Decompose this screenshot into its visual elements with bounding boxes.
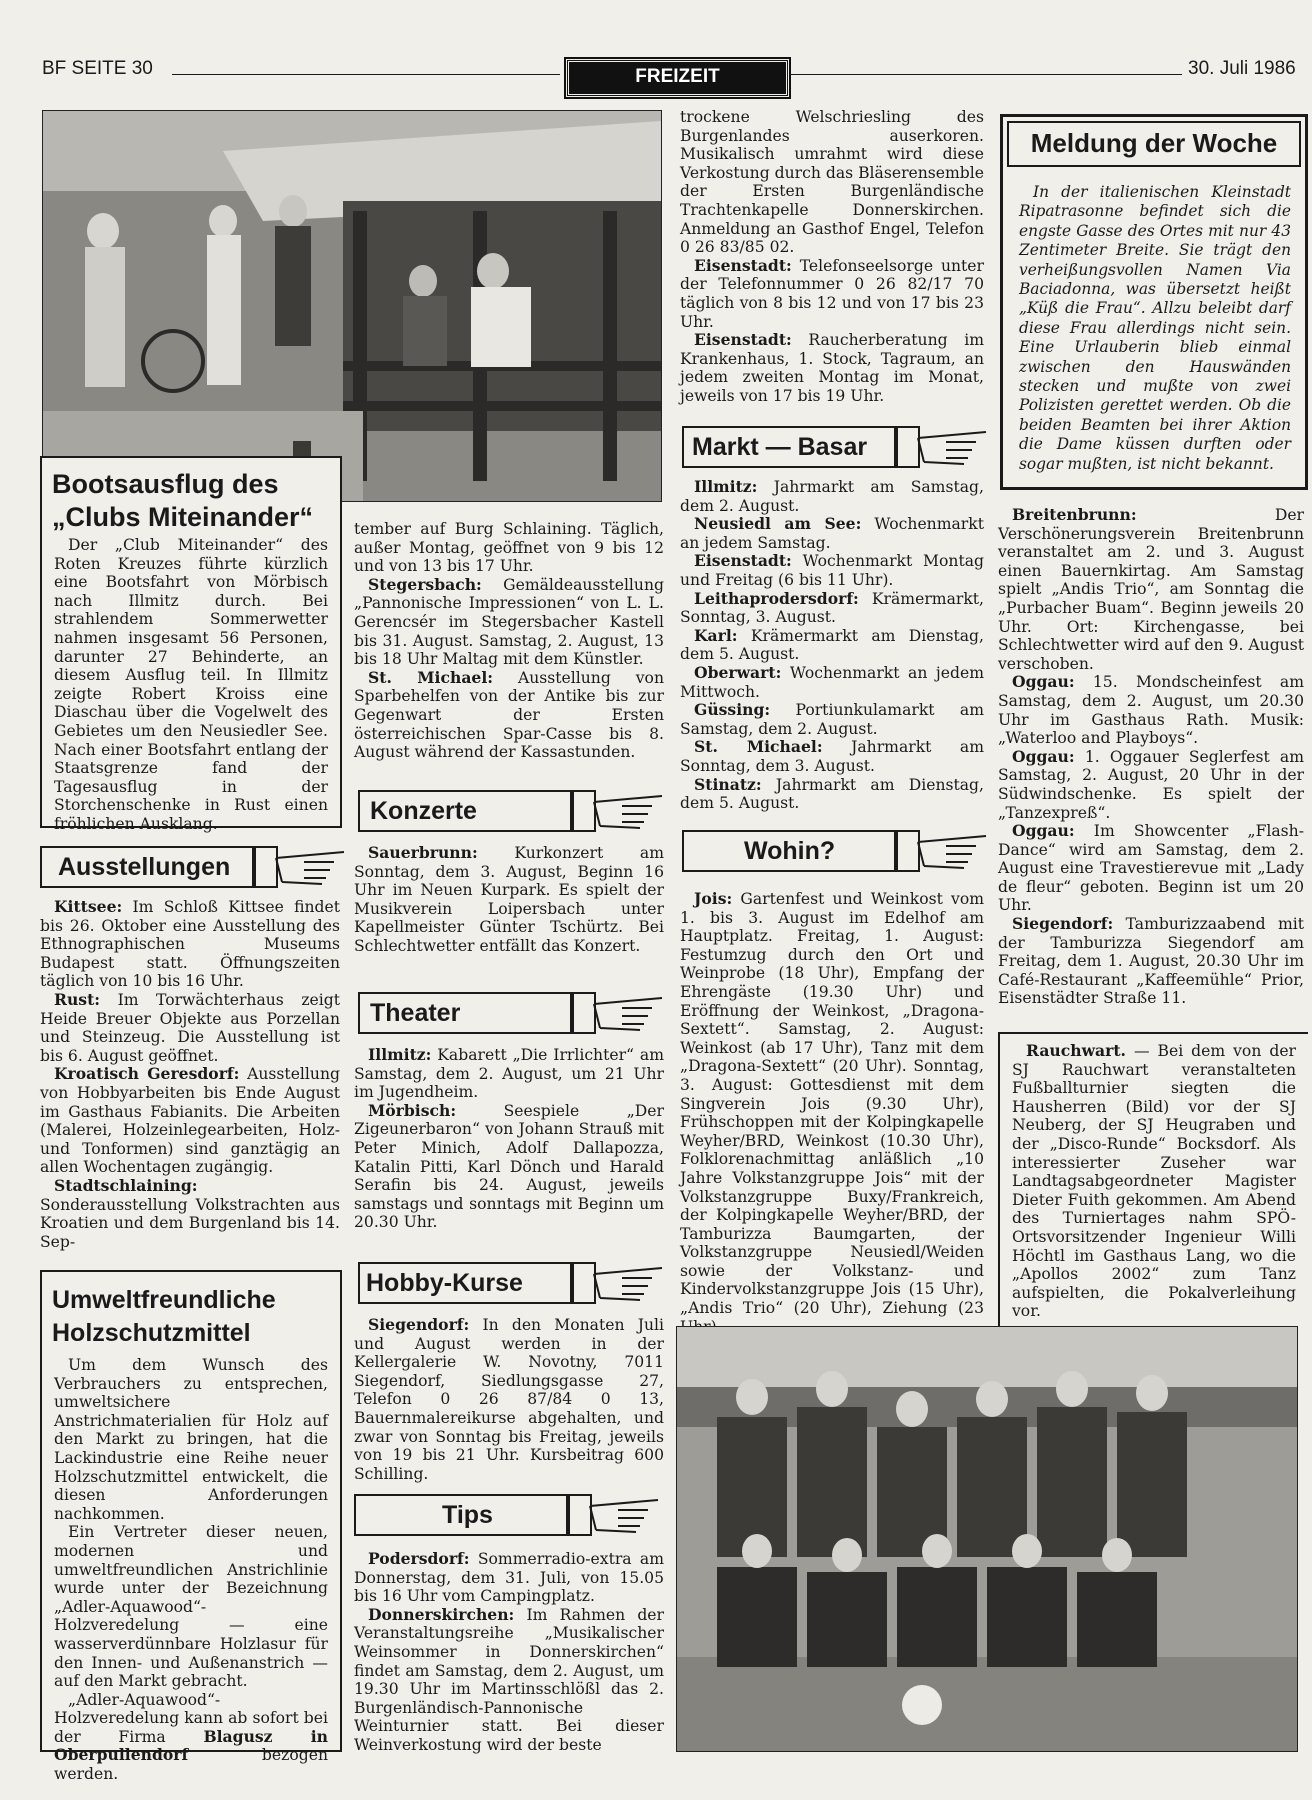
header-rule-right: [790, 74, 1182, 75]
rubric-theater: Theater: [358, 992, 572, 1034]
markt-list: [680, 478, 984, 813]
list-item: Eisenstadt: Raucherberatung im Krankenhaus, 1. Stock, Tagraum, an jedem zweiten Montag im Monat, jeweils von 17 bis 19 Uhr.: [680, 330, 984, 405]
rubric-ausstellungen: [40, 846, 254, 888]
tips-continued: trockene Welschriesling des Burgenlandes auserkoren. Musikalisch umrahmt wird diese Verkostung durch das Bläserensemble der Ersten Burgenländische Trachtenkapelle Donnerskirchen. Anmeldung an Gasthof Engel, Telefon 0 26 83/85 02. Eisenstadt: Telefonseelsorge unter der Telefonnummer 0 26 82/17 70 täglich von 8 bis 12 und von 17 bis 23 Uhr. Eisenstadt: Raucherberatung im Krankenhaus, 1. Stock, Tagraum, an jedem zweiten Montag im Monat, jeweils von 17 bis 19 Uhr.: [680, 108, 985, 405]
wohin-text: Jois: Gartenfest und Weinkost vom 1. bis 3. August im Edelhof am Hauptplatz. Freitag, 1. August: Festumzug durch den Ort und Weinprobe (18 Uhr), Empfang der Ehrengäste (19.30 Uhr) und Eröffnung der Weinkost, „Dragona-Sextett“. Samstag, 2. August: Weinkost (ab 17 Uhr), Tanz mit dem „Dragona-Sextett“ (20 Uhr). Sonntag, 3. August: Gottesdienst mit dem Singverein Jois (9.30 Uhr), Frühschoppen mit der Kolpingkapelle Weyher/BRD, Weinkost (10.30 Uhr), Folklorenachmittag anläßlich „10 Jahre Volkstanzgruppe Jois“ mit der Volkstanzgruppe Buxy/Frankreich, der Kolpingkapelle Weyher/BRD, der Tamburizza Baumgarten, der Volkstanzgruppe Neusiedl/Weiden sowie der Volkstanz- und Kindervolkstanzgruppe Jois (15 Uhr), „Andis Trio“ (20 Uhr), Ziehung (23: [680, 889, 984, 1318]
list-item: Illmitz: Kabarett „Die Irrlichter“ am Samstag, dem 2. August, um 21 Uhr im Jugendheim.: [354, 1045, 664, 1102]
list-item: St. Michael: Ausstellung von Sparbehelfen von der Antike bis zur Gegenwart der Ersten österreichischen Spar-Casse bis 8. August während der Kassastunden.: [354, 667, 664, 762]
theater-list: [354, 1046, 664, 1232]
list-item: Mörbisch: Seespiele „Der Zigeunerbaron“ von Johann Strauß mit Peter Minich, Adolf Dallapozza, Katalin Pitti, Karl Dönch und Harald Serafin bis 24. August, jeweils samstags und sonntags mit Beginn um 20.30 Uhr.: [354, 1100, 664, 1232]
ausstellungen-list: [40, 898, 340, 1251]
list-item: Illmitz: Jahrmarkt am Samstag, dem 2. August.: [680, 477, 984, 515]
list-item: Oberwart: Wochenmarkt an jedem Mittwoch.: [680, 662, 984, 701]
tips-list: [354, 1550, 664, 1755]
konzerte-text: Sauerbrunn: Kurkonzert am Sonntag, dem 3. August, Beginn 16 Uhr im Neuen Kurpark. Es spielt der Musikverein Loipersbach unter Kapellmeister Günter Tschürtz. Bei Schlechtwetter entfällt das Konzert.: [354, 843, 664, 955]
meldung-title: Meldung der Woche: [1030, 128, 1278, 158]
list-item: Podersdorf: Sommerradio-extra am Donnerstag, dem 31. Juli, von 15.05 bis 16 Uhr vom Campingplatz.: [354, 1549, 664, 1606]
meldung-box: [1000, 114, 1308, 490]
rubric-konzerte: Konzerte: [358, 790, 572, 832]
list-item: Oggau: 1. Oggauer Seglerfest am Samstag, 2. August, 20 Uhr in der Südwindschenke. Es spielt der „Tanzexpreß“.: [998, 746, 1304, 822]
ausstellungen-continued: tember auf Burg Schlaining. Täglich, außer Montag, geöffnet von 9 bis 12 und von 13 bis 17 Uhr. Stegersbach: Gemäldeausstellung „Pannonische Impressionen“ von L. L. Gerencsér im Stegersbacher Kastell bis 31. August. Samstag, 2. August, 13 bis 18 Uhr Maltag mit dem Künstler. St. Michael: Ausstellung von Sparbehelfen von der Antike bis zur Gegenwart der Ersten österreichischen Spar-Casse bis 8. August während der Kassastunden.: [354, 520, 664, 762]
list-item: Oggau: Im Showcenter „Flash-Dance“ wird am Samstag, dem 2. August eine Travestierevue mit „Lady de fleur“ geboten. Beginn ist um 20 Uhr.: [998, 821, 1304, 915]
list-item: Eisenstadt: Telefonseelsorge unter der Telefonnummer 0 26 82/17 70 täglich von 8 bis 12 und von 17 bis 23 Uhr.: [680, 255, 984, 331]
boat-photo-image: [43, 111, 661, 501]
list-item: Donnerskirchen: Im Rahmen der Veranstaltungsreihe „Musikalischer Weinsommer in Donnerskirchen“ findet am Samstag, dem 2. August, um 19.30 Uhr im Martinsschlößl das 2. Burgenländisch-Pannonische Weinturnier statt. Bei dieser Weinverkostung wird der beste: [354, 1604, 664, 1754]
list-item: Breitenbrunn: Der Verschönerungsverein Breitenbrunn veranstaltet am 2. und 3. August einen Bauernkirtag. Am Samstag spielt „Andis Trio“, am Sonntag die „Purbacher Buam“. Beginn jeweils 20 Uhr. Ort: Kirchengasse, bei Schlechtwetter wird auf den 9. August verschoben.: [998, 505, 1304, 673]
list-item: Oggau: 15. Mondscheinfest am Samstag, dem 2. August, um 20.30 Uhr im Gasthaus Rath. Musik: „Waterloo and Playboys“.: [998, 672, 1304, 748]
umwelt-article: [40, 1270, 342, 1784]
pointing-hand-icon: [916, 428, 996, 468]
section-label: FREIZEIT: [566, 59, 789, 97]
list-item: Karl: Krämermarkt am Dienstag, dem 5. August.: [680, 625, 984, 664]
list-item: Rust: Im Torwächterhaus zeigt Heide Breuer Objekte aus Porzellan und Steinzeug. Die Ausstellung ist bis 6. August geöffnet.: [40, 989, 340, 1065]
rubric-ausstellungen-label: Ausstellungen: [58, 853, 231, 881]
rubric-wohin: Wohin?: [682, 830, 896, 872]
header-rule-left: [172, 74, 560, 75]
page-number: BF SEITE 30: [42, 58, 153, 79]
list-item: Neusiedl am See: Wochenmarkt an jedem Samstag.: [680, 514, 984, 552]
pointing-hand-icon: [916, 832, 996, 872]
pointing-hand-icon: [588, 1496, 668, 1536]
meldung-text: In der italienischen Kleinstadt Ripatrasonne befindet sich die engste Gasse des Ortes mit nur 43 Zentimeter Breite. Sie trägt den verheißungsvollen Namen Via Baciadonna, was übersetzt heißt „Küß die Frau“. Allzu beleibt darf diese Frau allerdings nicht sein. Eine Urlauberin blieb einmal zwischen den Hauswänden stecken und mußte von zwei Polizisten gerettet werden. Ob die beiden Beamten bei ihrer Aktion die Dame küssen durften oder sogar mußten, ist nicht bekannt.: [1019, 183, 1291, 473]
boat-article-title: Bootsausflug des „Clubs Miteinander“: [52, 469, 314, 532]
boat-article-text: Der „Club Miteinander“ des Roten Kreuzes führte kürzlich eine Bootsfahrt von Mörbisch nach Illmitz durch. Bei strahlendem Sommerwetter nahmen insgesamt 56 Personen, darunter 27 Behinderte, an diesem Ausflug teil. In Illmitz zeigte Robert Kroiss eine Diaschau über die Vogelwelt des Gebietes um den Neusiedler See. Nach einer Bootsfahrt entlang der Staatsgrenze fand der Tagesausflug in der Storchenschenke in Rust einen fröhlichen Ausklang.: [54, 536, 328, 833]
rauchwart-text: Rauchwart. — Bei dem von der SJ Rauchwart veranstalteten Fußballturnier siegten die Hausherren (Bild) vor der SJ Neuberg, der SJ Heugraben und der „Disco-Runde“ Bocksdorf. Als interessierter Zuseher war Landtagsabgeordneter Magister Dieter Fuith gekommen. Am Abend des Turniertages nahm SPÖ-Ortsvorsitzender Ingenieur Willi Höchtl im Gasthaus Lang, wo die „Apollos 2002“ zum Tanz aufspielten, die Pokalverleihung vor.: [1012, 1041, 1297, 1321]
pointing-hand-icon: [592, 792, 672, 832]
list-item: Stegersbach: Gemäldeausstellung „Pannonische Impressionen“ von L. L. Gerencsér im Stegersbacher Kastell bis 31. August. Samstag, 2. August, 13 bis 18 Uhr Maltag mit dem Künstler.: [354, 574, 664, 669]
hobby-text: Siegendorf: In den Monaten Juli und August werden in der Kellergalerie W. Novotny, 7011 Siegendorf, Siedlungsgasse 27, Telefon 0 26 87/84 0 13, Bauernmalereikurse abgehalten, und zwar von Sonntag bis Freitag, jeweils von 19 bis 21 Uhr. Kursbeitrag 600 Schilling.: [354, 1315, 664, 1483]
boat-article: [40, 456, 342, 833]
rubric-tips: Tips: [354, 1494, 568, 1536]
list-item: Leithaprodersdorf: Krämermarkt, Sonntag, 3. August.: [680, 588, 984, 627]
list-item: Güssing: Portiunkulamarkt am Samstag, dem 2. August.: [680, 700, 984, 738]
list-item: Stadtschlaining: Sonderausstellung Volkstrachten aus Kroatien und dem Burgenland bis 14. Sep-: [40, 1175, 340, 1251]
list-item: St. Michael: Jahrmarkt am Sonntag, dem 3. August.: [680, 737, 984, 775]
list-item: Eisenstadt: Wochenmarkt Montag und Freitag (6 bis 11 Uhr).: [680, 551, 984, 589]
umwelt-article-text: Um dem Wunsch des Verbrauchers zu entsprechen, umweltsichere Anstrichmaterialien für Holz auf den Markt zu bringen, hat die Lackindustrie eine Reihe neuer Holzschutzmittel entwickelt, die diesen Anforderungen nachkommen. Ein Vertreter dieser neuen, modernen und umweltfreundlichen Anstrichlinie wurde unter der Bezeichnung „Adler-Aquawood“-Holzveredelung — eine wasserverdünnbare Holzlasur für den Innen- und Außenanstrich — auf den Markt gebracht. „Adler-Aquawood“-Holzveredelung kann ab sofort bei der Firma Blagusz in Oberpullendorf bezogen werden.: [54, 1356, 328, 1784]
right-column-list: [998, 506, 1304, 1008]
rubric-hobby-kurse: Hobby-Kurse: [358, 1262, 572, 1304]
list-item: Siegendorf: Tamburizzaabend mit der Tamburizza Siegendorf am Freitag, dem 1. August, 20.30 Uhr im Café-Restaurant „Kaffeemühle“ Prior, Eisenstädter Straße 11.: [998, 914, 1304, 1008]
page-date: 30. Juli 1986: [1188, 58, 1296, 79]
pointing-hand-icon: [592, 1264, 672, 1304]
boat-photo: [42, 110, 662, 502]
umwelt-article-title: Umweltfreundliche Holzschutzmittel: [52, 1286, 276, 1347]
football-team-photo: [676, 1326, 1298, 1752]
list-item: Stinatz: Jahrmarkt am Dienstag, dem 5. August.: [680, 774, 984, 813]
list-item: Kittsee: Im Schloß Kittsee findet bis 26. Oktober eine Ausstellung des Ethnographischen Museums Budapest statt. Öffnungszeiten täglich von 10 bis 16 Uhr.: [40, 897, 340, 991]
pointing-hand-icon: [592, 994, 672, 1034]
pointing-hand-icon: [274, 848, 354, 888]
list-item: Kroatisch Geresdorf: Ausstellung von Hobbyarbeiten bis Ende August im Gasthaus Fabianits. Die Arbeiten (Malerei, Holzeinlegearbeiten, Holz- und Tonformen) sind ganztägig an allen Wochentagen zugängig.: [40, 1064, 340, 1177]
rubric-markt-basar: Markt — Basar: [682, 426, 896, 468]
football-team-photo-image: [677, 1327, 1297, 1751]
rauchwart-article: [998, 1032, 1308, 1328]
